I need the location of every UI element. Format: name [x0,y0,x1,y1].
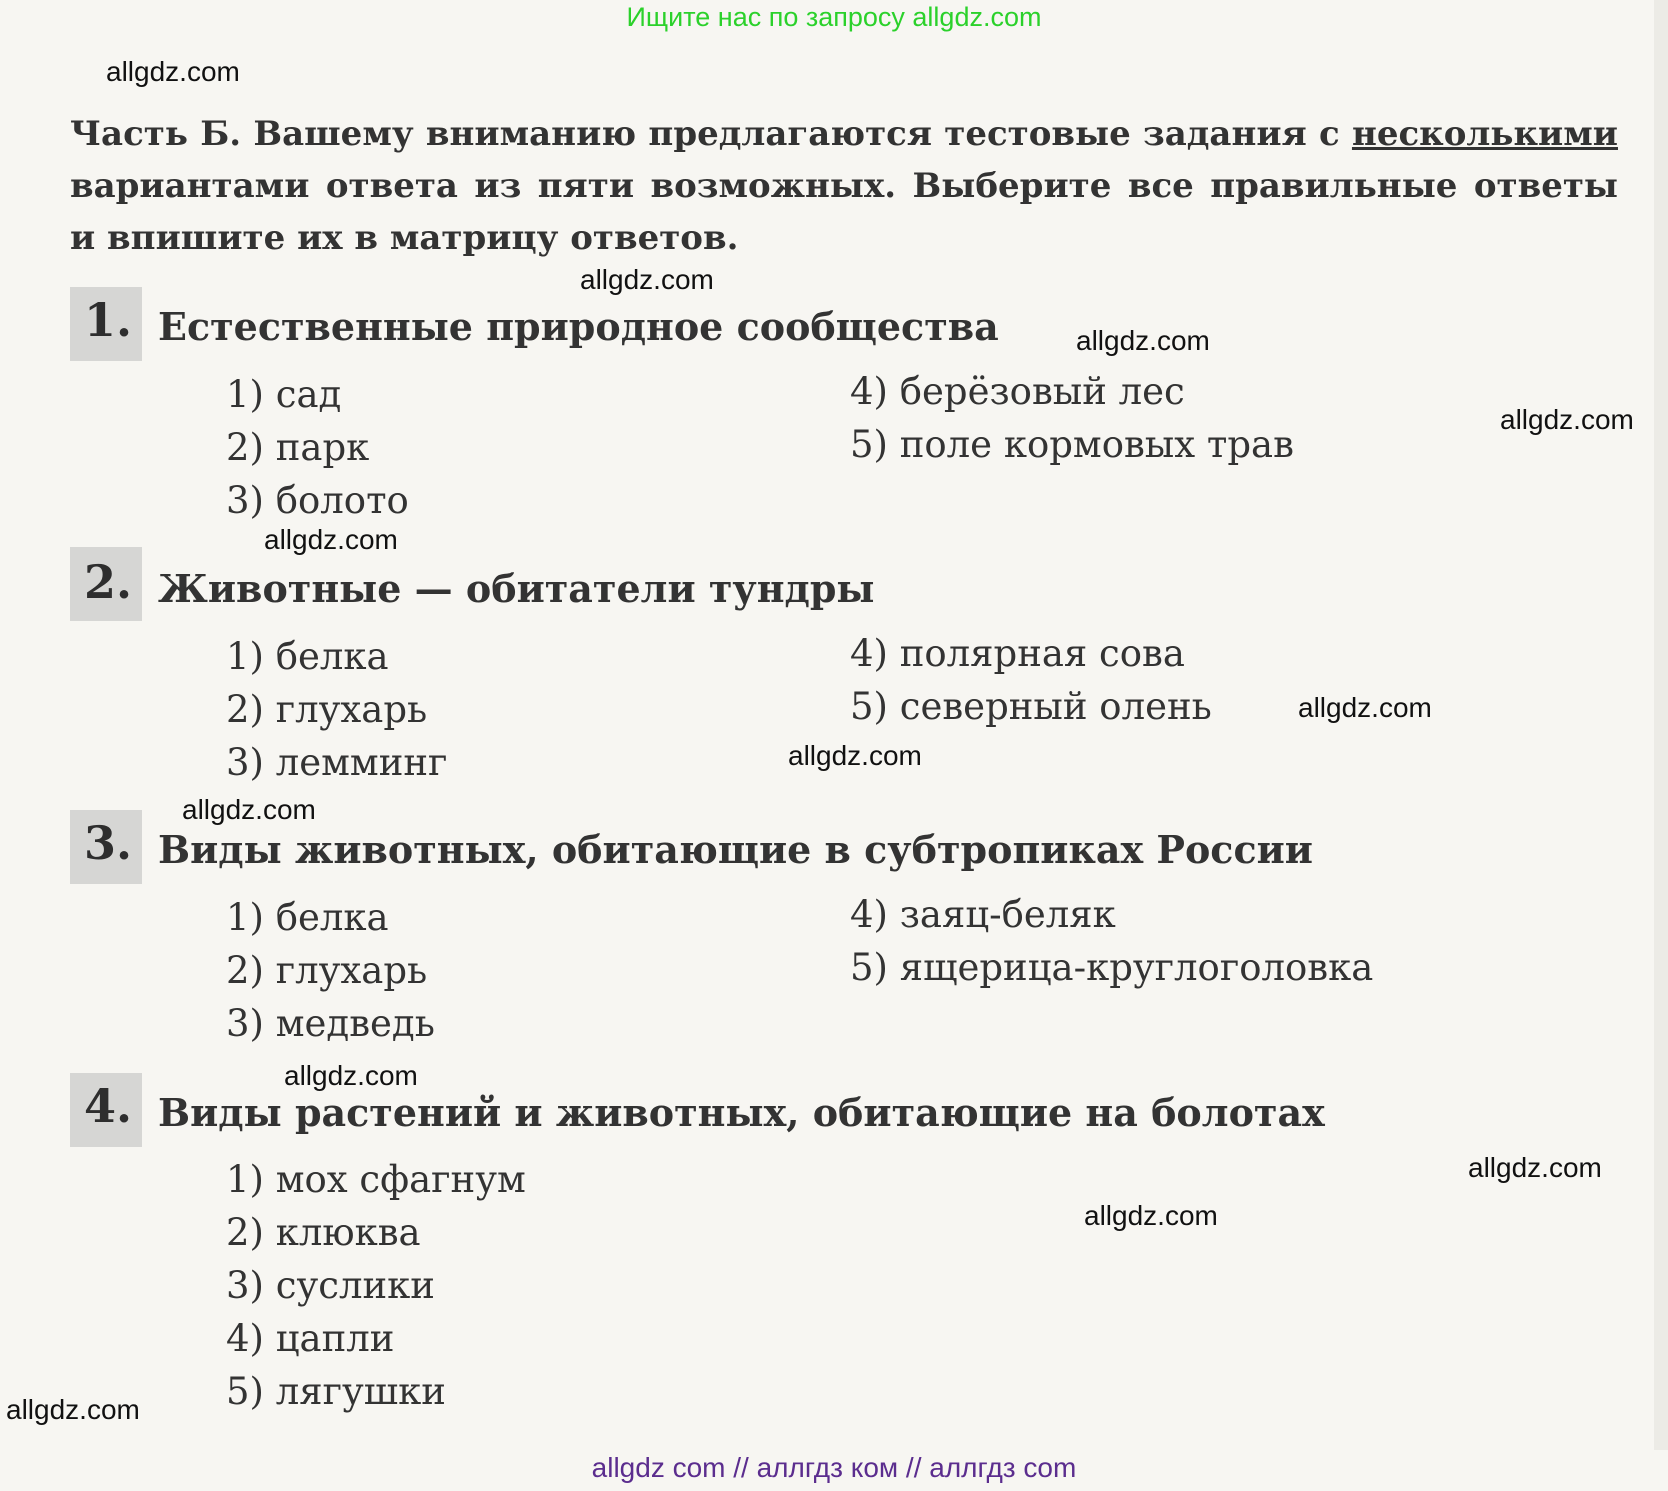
watermark: allgdz.com [1084,1200,1218,1231]
watermark: allgdz.com [182,794,316,825]
answer-option: 5) северный олень [850,685,1212,728]
answer-option: 5) ящерица-круглоголовка [850,946,1374,989]
answer-option: 1) белка [226,635,389,678]
question-number: 4. [84,1079,133,1133]
answer-option: 3) лемминг [226,741,448,784]
watermark: allgdz.com [264,524,398,555]
page-edge [1654,0,1668,1450]
watermark: allgdz.com [1500,404,1634,435]
intro-paragraph [70,108,1618,264]
answer-option: 2) глухарь [226,949,428,992]
intro-text-2: вариантами ответа из пяти возможных. Выберите все правильные ответы и впишите их в матрицу ответов. [70,166,1618,258]
answer-option: 1) белка [226,896,389,939]
answer-option: 3) суслики [226,1264,435,1307]
watermark: allgdz.com [106,56,240,87]
question-number: 3. [84,816,133,870]
watermark: allgdz.com [580,264,714,295]
question-number: 1. [84,293,133,347]
answer-option: 5) лягушки [226,1370,446,1413]
question-title: Виды животных, обитающие в субтропиках России [158,827,1313,872]
top-banner[interactable]: Ищите нас по запросу allgdz.com [626,2,1042,32]
watermark: allgdz.com [1298,692,1432,723]
answer-option: 4) цапли [226,1317,395,1360]
bottom-banner[interactable]: allgdz com // аллгдз ком // аллгдз com [591,1452,1077,1483]
answer-option: 2) глухарь [226,688,428,731]
question-number: 2. [84,555,133,609]
intro-underlined: несколькими [1351,114,1618,154]
answer-option: 4) заяц-беляк [850,893,1116,936]
watermark: allgdz.com [1076,325,1210,356]
question-title: Естественные природное сообщества [158,304,999,349]
watermark: allgdz.com [6,1394,140,1425]
answer-option: 3) болото [226,479,409,522]
question-title: Виды растений и животных, обитающие на болотах [158,1090,1325,1135]
answer-option: 1) сад [226,373,342,416]
answer-option: 2) клюква [226,1211,421,1254]
intro-lead: Часть Б. [70,114,242,154]
watermark: allgdz.com [788,740,922,771]
answer-option: 5) поле кормовых трав [850,423,1294,466]
answer-option: 4) полярная сова [850,632,1185,675]
intro-text-1: Вашему вниманию предлагаются тестовые задания с [253,114,1340,154]
answer-option: 2) парк [226,426,370,469]
question-title: Животные — обитатели тундры [158,566,875,611]
answer-option: 1) мох сфагнум [226,1158,526,1201]
watermark: allgdz.com [1468,1152,1602,1183]
answer-option: 3) медведь [226,1002,435,1045]
answer-option: 4) берёзовый лес [850,370,1185,413]
watermark: allgdz.com [284,1060,418,1091]
